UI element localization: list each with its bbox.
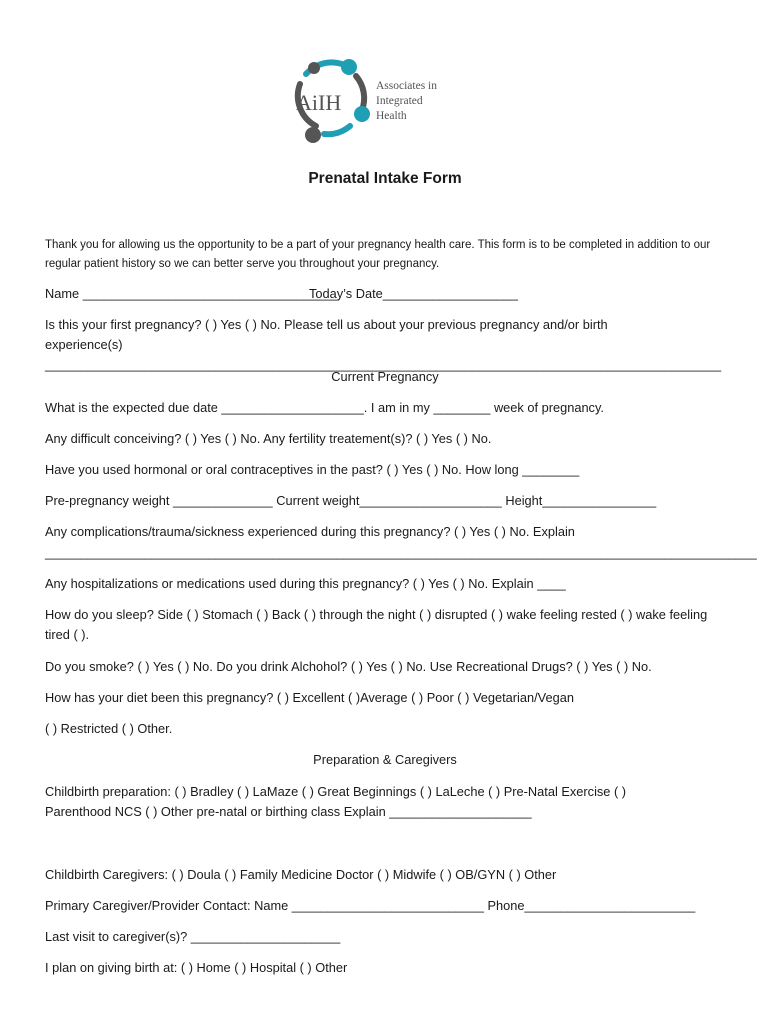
hospitalizations-question[interactable]: Any hospitalizations or medications used during this pregnancy? ( ) Yes ( ) No. Explain ____: [45, 576, 566, 591]
name-field[interactable]: Name ____________________________________: [45, 286, 339, 301]
contraceptives-question[interactable]: Have you used hormonal or oral contraceptives in the past? ( ) Yes ( ) No. How long ________: [45, 462, 580, 477]
todays-date-field[interactable]: Today’s Date___________________: [309, 286, 518, 301]
form-title: Prenatal Intake Form: [308, 170, 462, 187]
current-pregnancy-heading: Current Pregnancy: [331, 369, 439, 384]
substances-question[interactable]: Do you smoke? ( ) Yes ( ) No. Do you drink Alchohol? ( ) Yes ( ) No. Use Recreational Drugs? ( ) Yes ( ) No.: [45, 659, 652, 674]
diet-question-continued[interactable]: ( ) Restricted ( ) Other.: [45, 721, 173, 736]
last-visit-question[interactable]: Last visit to caregiver(s)? _____________________: [45, 929, 341, 944]
complications-question[interactable]: Any complications/trauma/sickness experienced during this pregnancy? ( ) Yes ( ) No. Explain: [45, 524, 575, 539]
intro-paragraph: Thank you for allowing us the opportunity to be a part of your pregnancy health care. This form is to be completed in addition to our regular patient history so we can better serve you throughout your pregnancy.: [45, 239, 711, 270]
conceiving-question[interactable]: Any difficult conceiving? ( ) Yes ( ) No. Any fertility treatement(s)? ( ) Yes ( ) No.: [45, 431, 492, 446]
first-pregnancy-question[interactable]: Is this your first pregnancy? ( ) Yes ( ) No. Please tell us about your previous pregnancy and/or birth experience(s) _______________________________________________________________________________________________: [45, 317, 722, 372]
sleep-question[interactable]: How do you sleep? Side ( ) Stomach ( ) Back ( ) through the night ( ) disrupted ( ) wake feeling rested ( ) wake feeling tired ( ).: [45, 607, 708, 642]
weight-question[interactable]: Pre-pregnancy weight ______________ Current weight____________________ Height________________: [45, 493, 657, 508]
preparation-heading: Preparation & Caregivers: [313, 752, 457, 767]
diet-question[interactable]: How has your diet been this pregnancy? ( ) Excellent ( )Average ( ) Poor ( ) Vegetarian/Vegan: [45, 690, 574, 705]
logo-mark-text: AiIH: [296, 90, 342, 115]
birth-plan-question[interactable]: I plan on giving birth at: ( ) Home ( ) Hospital ( ) Other: [45, 960, 348, 975]
primary-caregiver-contact[interactable]: Primary Caregiver/Provider Contact: Name ___________________________ Phone________________________: [45, 898, 696, 913]
complications-answer-line[interactable]: ____________________________________________________________________________________________________: [45, 545, 757, 560]
organization-logo: [280, 54, 480, 146]
childbirth-preparation-question[interactable]: Childbirth preparation: ( ) Bradley ( ) LaMaze ( ) Great Beginnings ( ) LaLeche ( ) Pre-Natal Exercise ( ) Parenthood NCS ( ) Other pre-natal or birthing class Explain ____________________: [45, 784, 627, 819]
due-date-question[interactable]: What is the expected due date ____________________. I am in my ________ week of pregnancy.: [45, 400, 604, 415]
organization-name: Associates in Integrated Health: [376, 80, 438, 122]
childbirth-caregivers-question[interactable]: Childbirth Caregivers: ( ) Doula ( ) Family Medicine Doctor ( ) Midwife ( ) OB/GYN ( ) Other: [45, 867, 557, 882]
